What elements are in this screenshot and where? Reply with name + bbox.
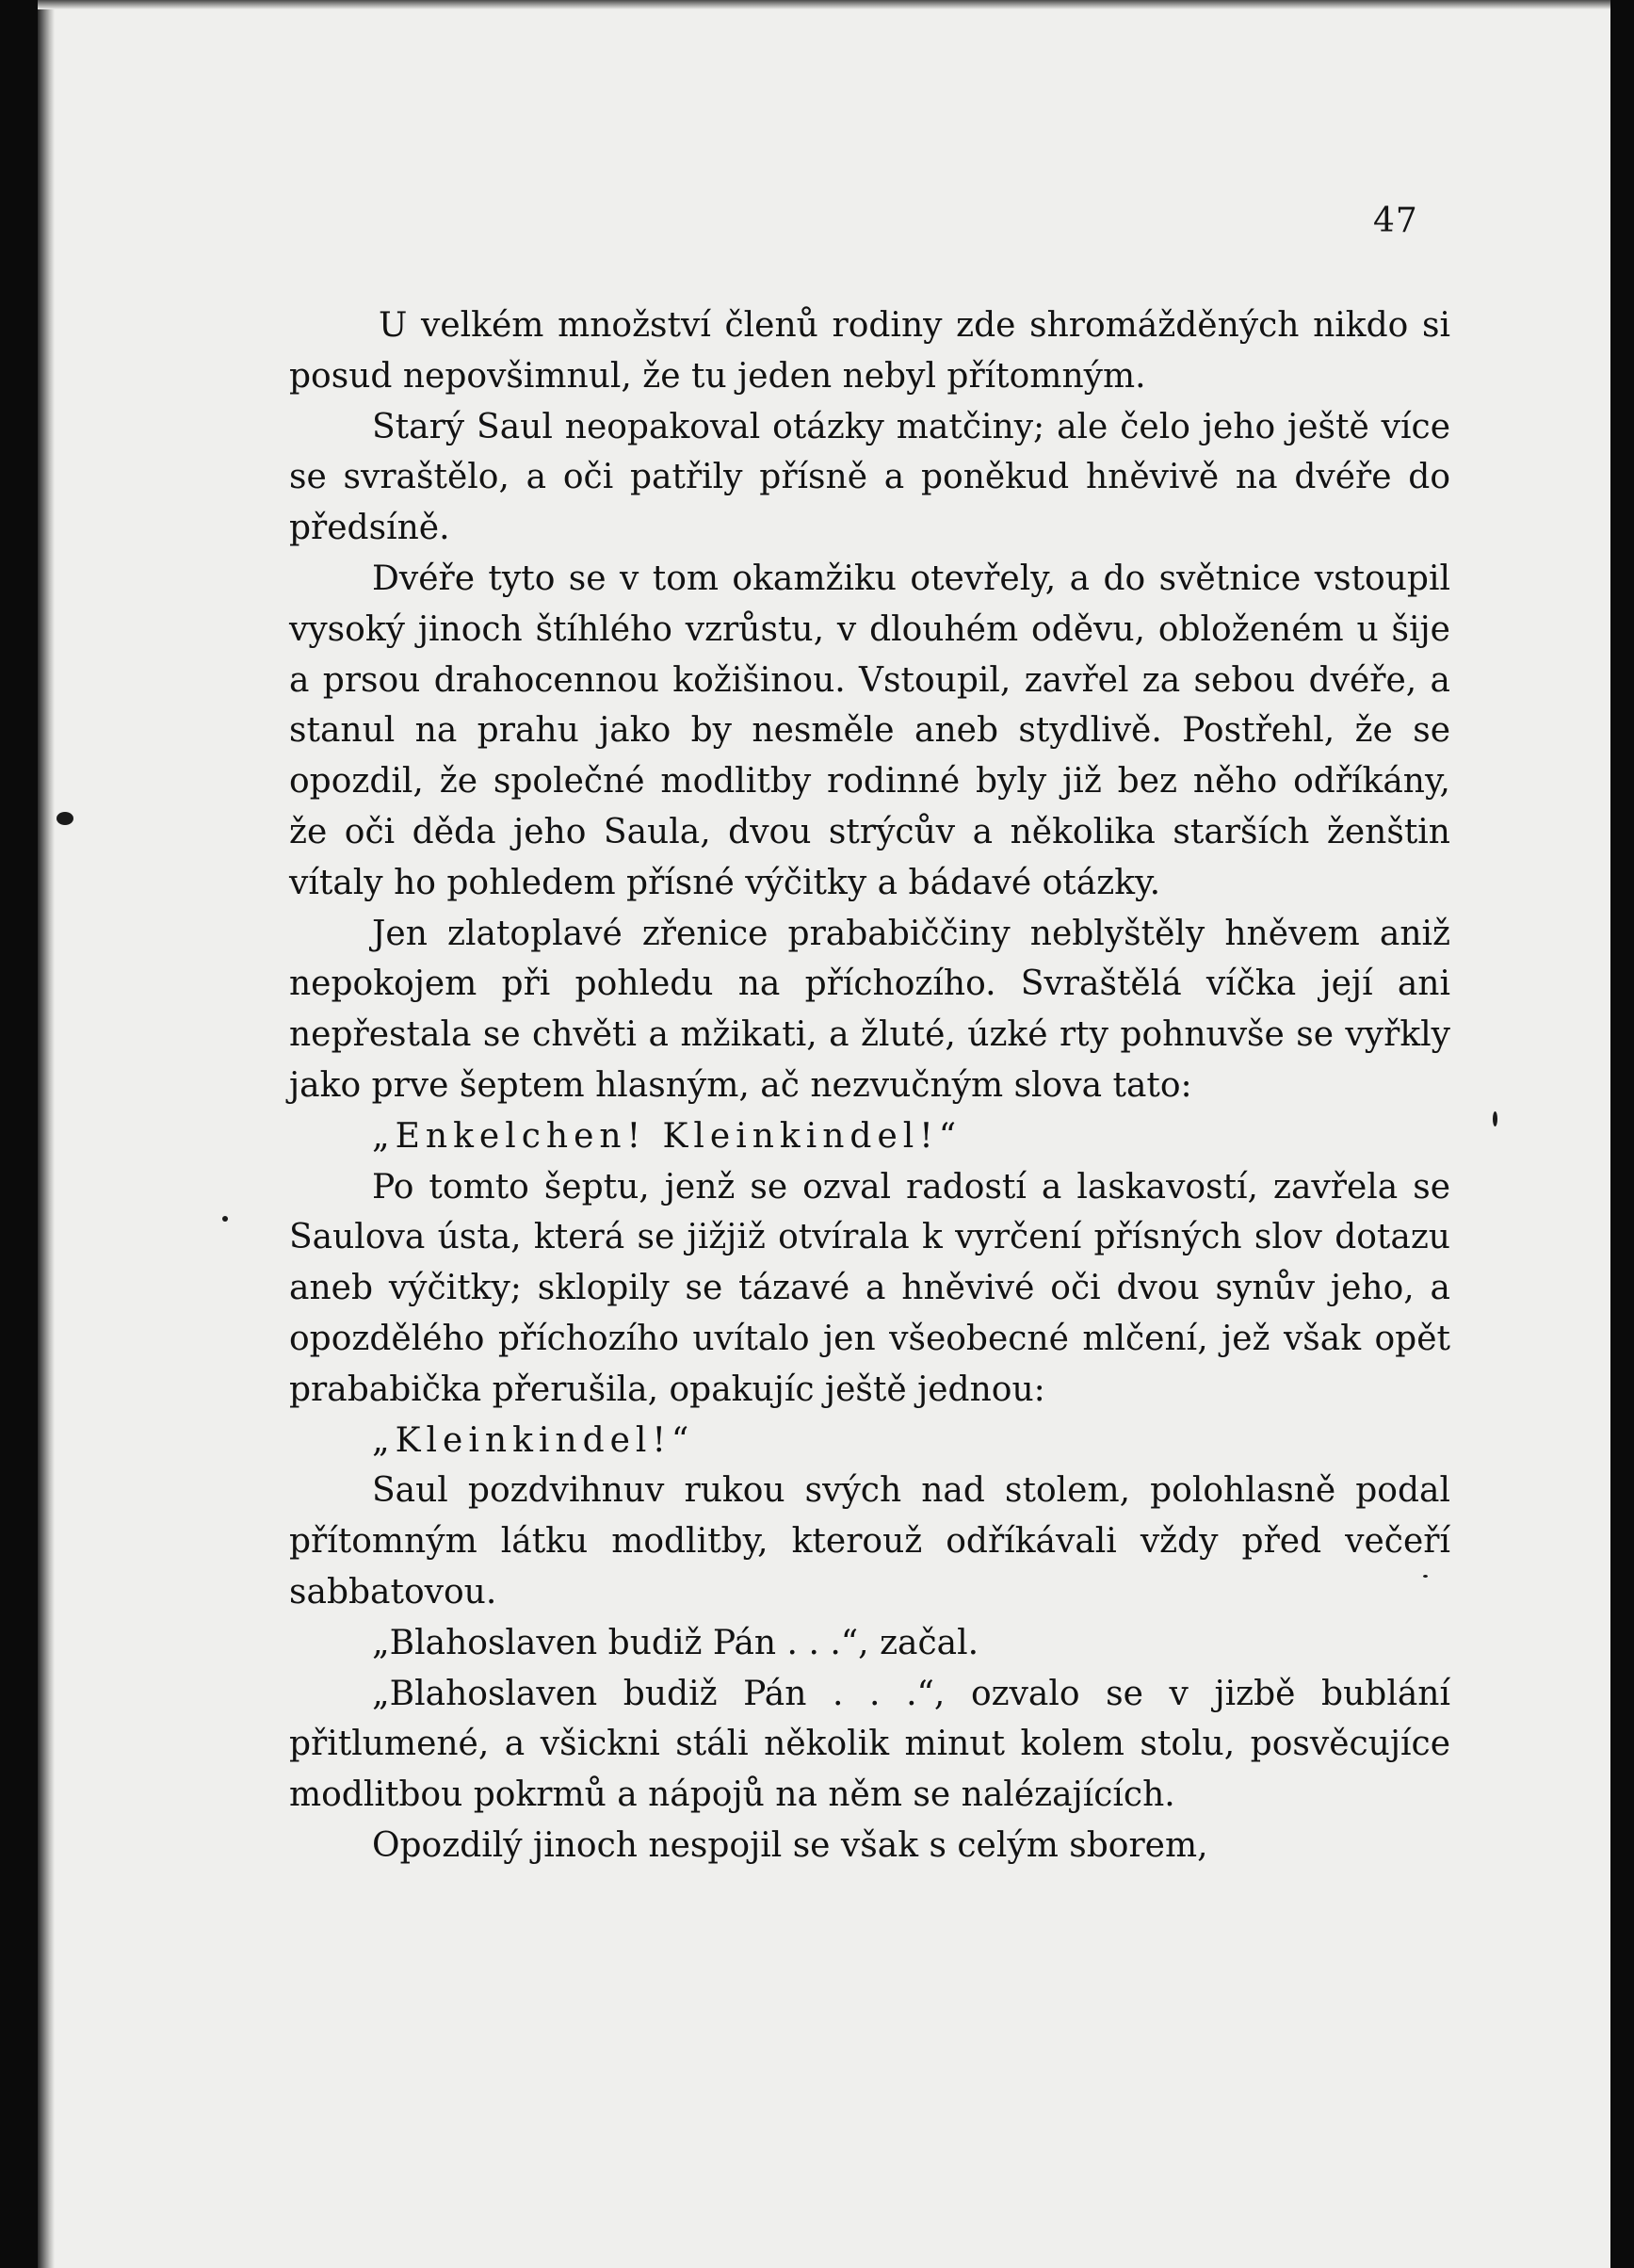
paragraph-8: Saul pozdvihnuv rukou svých nad stolem, polohlasně podal přítomným látku modlitby, kterouž odříkávali vždy před večeří sabbatovou. <box>289 1471 1450 1612</box>
paragraph-4: Jen zlatoplavé zřenice prababiččiny neblyštěly hněvem aniž nepokojem při pohledu na příchozího. Svraštělá víčka její ani nepřestala se chvěti a mžikati, a žluté, úzké rty pohnuvše se vyřkly jako prve šeptem hlasným, ač nezvučným slova tato: <box>289 914 1450 1105</box>
paragraph-7-quote: „Kleinkindel!“ <box>372 1420 695 1460</box>
paragraph-11: Opozdilý jinoch nespojil se však s celým sborem, <box>372 1825 1208 1865</box>
body-text <box>289 300 1450 1871</box>
paragraph-3: Dvéře tyto se v tom okamžiku otevřely, a do světnice vstoupil vysoký jinoch štíhlého vzrůstu, v dlouhém oděvu, obloženém u šije a prsou drahocennou kožišinou. Vstoupil, zavřel za sebou dvéře, a stanul na prahu jako by nesměle aneb stydlivě. Postřehl, že se opozdil, že společné modlitby rodinné byly již bez něho odříkány, že oči děda jeho Saula, dvou strýcův a několika starších ženštin vítaly ho pohledem přísné výčitky a bádavé otázky. <box>289 559 1450 902</box>
paragraph-6: Po tomto šeptu, jenž se ozval radostí a laskavostí, zavřela se Saulova ústa, která se jižjiž otvírala k vyrčení přísných slov dotazu aneb výčitky; sklopily se tázavé a hněvivé oči dvou synův jeho, a opozdělého příchozího uvítalo jen všeobecné mlčení, jež však opět prababička přerušila, opakujíc ještě jednou: <box>289 1167 1450 1409</box>
paragraph-5-quote: „Enkelchen! Kleinkindel!“ <box>372 1116 963 1156</box>
book-page <box>38 0 1610 2268</box>
paragraph-2: Starý Saul neopakoval otázky matčiny; ale čelo jeho ještě více se svraštělo, a oči patřily přísně a poněkud hněvivě na dvéře do předsíně. <box>289 407 1450 548</box>
paragraph-9: „Blahoslaven budiž Pán . . .“, začal. <box>372 1623 979 1662</box>
scan-speck <box>1493 1111 1497 1126</box>
scan-speck <box>1423 1575 1428 1578</box>
scan-speck <box>222 1216 228 1222</box>
page-gutter-shadow <box>38 0 55 2268</box>
page-number: 47 <box>1373 202 1418 240</box>
scan-speck <box>57 812 73 825</box>
page-top-shadow <box>38 0 1610 9</box>
paragraph-1: U velkém množství členů rodiny zde shromážděných nikdo si posud nepovšimnul, že tu jeden nebyl přítomným. <box>289 306 1450 396</box>
paragraph-10: „Blahoslaven budiž Pán . . .“, ozvalo se v jizbě bublání přitlumené, a všickni stáli několik minut kolem stolu, posvěcujíce modlitbou pokrmů a nápojů na něm se nalézajících. <box>289 1674 1450 1815</box>
